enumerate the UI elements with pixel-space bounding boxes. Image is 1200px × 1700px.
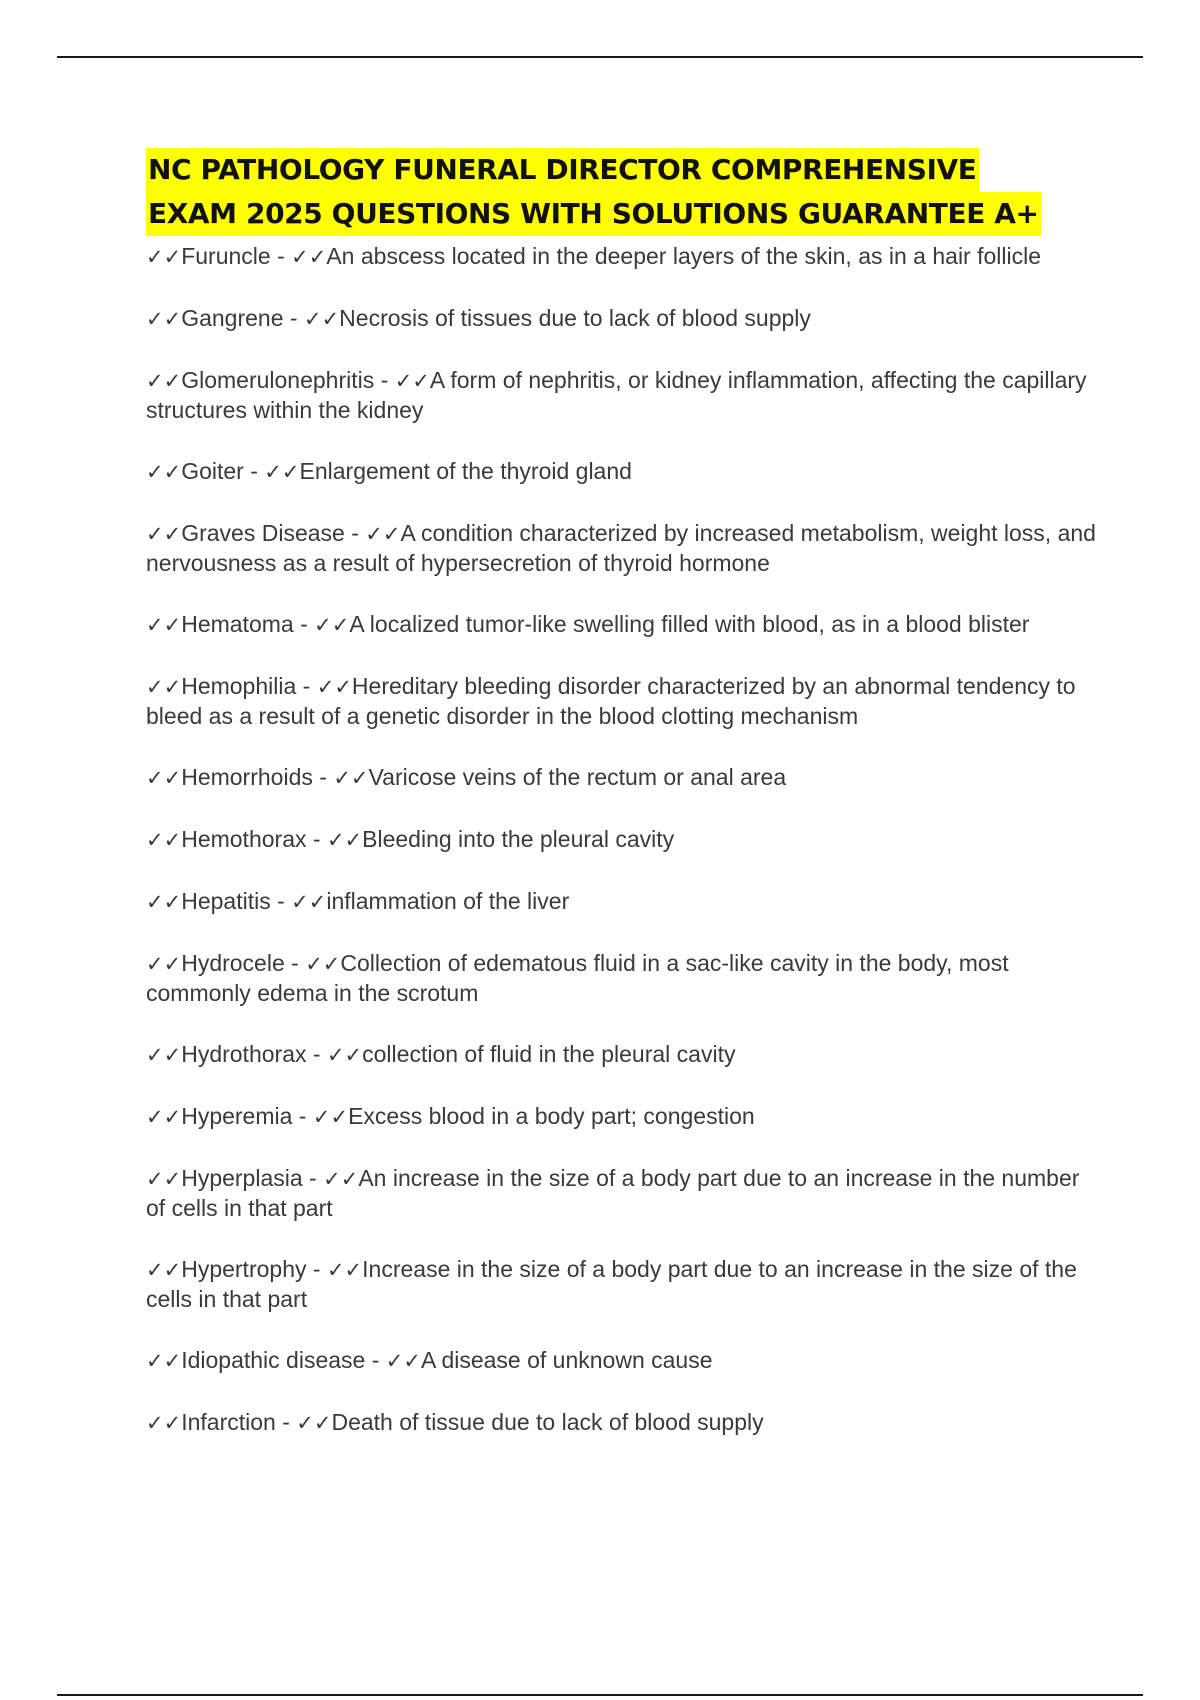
entry-separator: - bbox=[344, 520, 366, 546]
list-item bbox=[146, 457, 1096, 487]
list-item bbox=[146, 366, 1096, 425]
entry-term: Hematoma bbox=[181, 611, 294, 637]
double-check-icon: ✓✓ bbox=[385, 1349, 421, 1373]
entry-definition: Increase in the size of a body part due to an increase in the size of the cells in that part bbox=[146, 1256, 1077, 1312]
entry-term: Infarction bbox=[181, 1409, 276, 1435]
double-check-icon: ✓✓ bbox=[146, 890, 182, 914]
double-check-icon: ✓✓ bbox=[264, 460, 300, 484]
entry-definition: collection of fluid in the pleural cavity bbox=[362, 1041, 736, 1067]
double-check-icon: ✓✓ bbox=[326, 828, 363, 852]
double-check-icon: ✓✓ bbox=[333, 766, 369, 790]
list-item bbox=[146, 519, 1096, 578]
entry-definition: An abscess located in the deeper layers of the skin, as in a hair follicle bbox=[326, 243, 1042, 269]
double-check-icon: ✓✓ bbox=[146, 245, 182, 269]
list-item bbox=[146, 949, 1096, 1008]
entry-separator: - bbox=[306, 1041, 327, 1067]
double-check-icon: ✓✓ bbox=[326, 1258, 363, 1282]
entry-term: Hyperplasia bbox=[181, 1165, 303, 1191]
double-check-icon: ✓✓ bbox=[146, 369, 182, 393]
entry-term: Hydrothorax bbox=[181, 1041, 307, 1067]
entry-separator: - bbox=[296, 673, 317, 699]
entry-term: Gangrene bbox=[181, 305, 284, 331]
entry-term: Hemothorax bbox=[181, 826, 307, 852]
document-title bbox=[146, 148, 1096, 236]
double-check-icon: ✓✓ bbox=[146, 675, 182, 699]
entry-definition: Enlargement of the thyroid gland bbox=[299, 458, 632, 484]
list-item bbox=[146, 304, 1096, 334]
title-line-1: NC PATHOLOGY FUNERAL DIRECTOR COMPREHENSIVE bbox=[146, 148, 979, 192]
list-item bbox=[146, 610, 1096, 640]
entry-separator: - bbox=[374, 367, 395, 393]
list-item bbox=[146, 1408, 1096, 1438]
entry-term: Goiter bbox=[181, 458, 244, 484]
entry-separator: - bbox=[365, 1347, 386, 1373]
entry-separator: - bbox=[270, 243, 292, 269]
list-item bbox=[146, 1102, 1096, 1132]
double-check-icon: ✓✓ bbox=[291, 245, 327, 269]
page-content bbox=[146, 148, 1096, 1470]
list-item bbox=[146, 1255, 1096, 1314]
entry-definition: Bleeding into the pleural cavity bbox=[362, 826, 675, 852]
entry-term: Hepatitis bbox=[181, 888, 271, 914]
double-check-icon: ✓✓ bbox=[296, 1411, 332, 1435]
double-check-icon: ✓✓ bbox=[303, 307, 340, 331]
double-check-icon: ✓✓ bbox=[365, 522, 401, 546]
entry-definition: Collection of edematous fluid in a sac-like cavity in the body, most commonly edema in the scrotum bbox=[146, 950, 1009, 1006]
entry-separator: - bbox=[302, 1165, 324, 1191]
list-item bbox=[146, 887, 1096, 917]
list-item bbox=[146, 672, 1096, 731]
entry-term: Glomerulonephritis bbox=[181, 367, 375, 393]
entry-term: Hemophilia bbox=[181, 673, 297, 699]
list-item bbox=[146, 242, 1096, 272]
entry-definition: Necrosis of tissues due to lack of blood supply bbox=[339, 305, 811, 331]
double-check-icon: ✓✓ bbox=[146, 952, 182, 976]
list-item bbox=[146, 1040, 1096, 1070]
entry-definition: Hereditary bleeding disorder characterized by an abnormal tendency to bleed as a result of a genetic disorder in the blood clotting mechanism bbox=[146, 673, 1076, 729]
title-line-2: EXAM 2025 QUESTIONS WITH SOLUTIONS GUARANTEE A+ bbox=[146, 192, 1041, 236]
double-check-icon: ✓✓ bbox=[291, 890, 327, 914]
double-check-icon: ✓✓ bbox=[146, 1105, 182, 1129]
entry-definition: Varicose veins of the rectum or anal area bbox=[368, 764, 787, 790]
double-check-icon: ✓✓ bbox=[146, 828, 182, 852]
double-check-icon: ✓✓ bbox=[146, 1043, 182, 1067]
double-check-icon: ✓✓ bbox=[146, 1349, 182, 1373]
entry-term: Hemorrhoids bbox=[181, 764, 313, 790]
entry-term: Furuncle bbox=[181, 243, 271, 269]
entry-term: Hyperemia bbox=[181, 1103, 293, 1129]
entry-separator: - bbox=[275, 1409, 297, 1435]
entry-definition: An increase in the size of a body part due to an increase in the number of cells in that part bbox=[146, 1165, 1080, 1221]
definition-list bbox=[146, 242, 1096, 1438]
entry-term: Graves Disease bbox=[181, 520, 345, 546]
entry-definition: Death of tissue due to lack of blood supply bbox=[331, 1409, 764, 1435]
bottom-rule bbox=[57, 1694, 1143, 1696]
double-check-icon: ✓✓ bbox=[323, 1167, 359, 1191]
double-check-icon: ✓✓ bbox=[146, 1411, 182, 1435]
entry-definition: A condition characterized by increased metabolism, weight loss, and nervousness as a result of hypersecretion of thyroid hormone bbox=[146, 520, 1096, 576]
entry-definition: inflammation of the liver bbox=[326, 888, 570, 914]
double-check-icon: ✓✓ bbox=[146, 766, 182, 790]
entry-separator: - bbox=[292, 1103, 313, 1129]
list-item bbox=[146, 1164, 1096, 1223]
double-check-icon: ✓✓ bbox=[394, 369, 430, 393]
entry-separator: - bbox=[306, 826, 327, 852]
entry-term: Idiopathic disease bbox=[181, 1347, 366, 1373]
entry-term: Hydrocele bbox=[181, 950, 285, 976]
entry-definition: A disease of unknown cause bbox=[420, 1347, 713, 1373]
double-check-icon: ✓✓ bbox=[305, 952, 341, 976]
double-check-icon: ✓✓ bbox=[146, 613, 182, 637]
list-item bbox=[146, 1346, 1096, 1376]
entry-definition: A localized tumor-like swelling filled with blood, as in a blood blister bbox=[349, 611, 1030, 637]
entry-separator: - bbox=[306, 1256, 327, 1282]
entry-separator: - bbox=[312, 764, 334, 790]
entry-term: Hypertrophy bbox=[181, 1256, 307, 1282]
double-check-icon: ✓✓ bbox=[312, 1105, 349, 1129]
entry-separator: - bbox=[293, 611, 315, 637]
entry-separator: - bbox=[243, 458, 265, 484]
entry-separator: - bbox=[283, 305, 304, 331]
double-check-icon: ✓✓ bbox=[146, 522, 182, 546]
double-check-icon: ✓✓ bbox=[146, 460, 182, 484]
list-item bbox=[146, 825, 1096, 855]
entry-separator: - bbox=[270, 888, 292, 914]
list-item bbox=[146, 763, 1096, 793]
entry-definition: A form of nephritis, or kidney inflammation, affecting the capillary structures within the kidney bbox=[146, 367, 1087, 423]
double-check-icon: ✓✓ bbox=[326, 1043, 363, 1067]
double-check-icon: ✓✓ bbox=[316, 675, 352, 699]
entry-separator: - bbox=[284, 950, 306, 976]
top-rule bbox=[57, 56, 1143, 58]
double-check-icon: ✓✓ bbox=[146, 1258, 182, 1282]
double-check-icon: ✓✓ bbox=[146, 307, 182, 331]
entry-definition: Excess blood in a body part; congestion bbox=[348, 1103, 755, 1129]
double-check-icon: ✓✓ bbox=[146, 1167, 182, 1191]
double-check-icon: ✓✓ bbox=[314, 613, 350, 637]
